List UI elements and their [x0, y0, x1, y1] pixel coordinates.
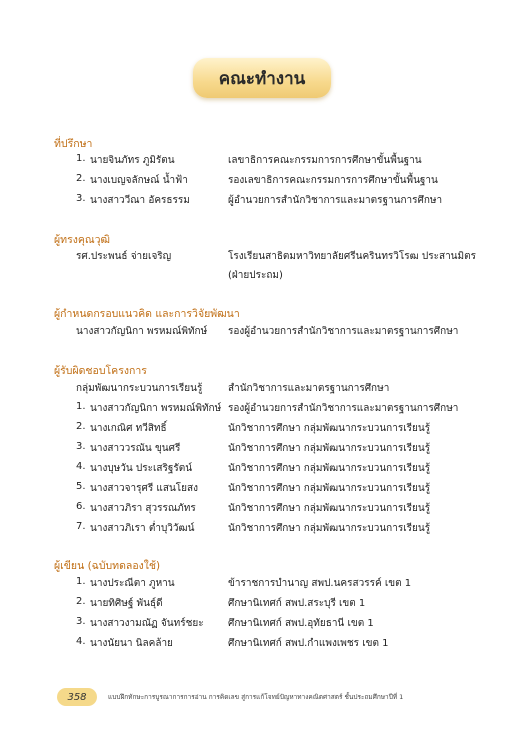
- item-number: 4.: [76, 636, 86, 647]
- item-number: 2.: [76, 173, 86, 184]
- item-number: 4.: [76, 461, 86, 472]
- list-item: [0, 441, 524, 458]
- section-heading-project: ผู้รับผิดชอบโครงการ: [54, 365, 147, 377]
- section-heading-advisors: ที่ปรึกษา: [54, 138, 93, 150]
- person-name: นางเกณิศ ทวีสิทธิ์: [90, 423, 167, 434]
- person-role: นักวิชาการศึกษา กลุ่มพัฒนากระบวนการเรียนรู้: [228, 483, 431, 494]
- item-number: 3.: [76, 616, 86, 627]
- person-name: นางบุษวัน ประเสริฐรัตน์: [90, 463, 193, 474]
- person-name: นางนัยนา นิลคล้าย: [90, 638, 173, 649]
- list-item: [0, 636, 524, 653]
- person-role: รองผู้อำนวยการสำนักวิชาการและมาตรฐานการศึกษา: [228, 326, 459, 337]
- list-item: [0, 401, 524, 418]
- page-title: คณะทำงาน: [193, 58, 331, 98]
- person-name: นายทิศิษฐ์ พันธุ์ดี: [90, 598, 163, 609]
- person-role: ศึกษานิเทศก์ สพป.กำแพงเพชร เขต 1: [228, 638, 389, 649]
- person-name: รศ.ประพนธ์ จ่ายเจริญ: [76, 251, 172, 262]
- list-item: [0, 249, 524, 266]
- item-number: 6.: [76, 501, 86, 512]
- person-name: นางสาวงามณัฏ จันทร์ชยะ: [90, 618, 204, 629]
- person-name: นางสาววรณัน ขุนศรี: [90, 443, 181, 454]
- list-item: [0, 576, 524, 593]
- footer-text: แบบฝึกทักษะการบูรณาการการอ่าน การคิดเลข สู่การแก้โจทย์ปัญหาทางคณิตศาสตร์ ชั้นประถมศึกษาปีที่ 1: [108, 693, 404, 701]
- person-role: รองผู้อำนวยการสำนักวิชาการและมาตรฐานการศึกษา: [228, 403, 459, 414]
- list-item: [0, 461, 524, 478]
- person-name: นางสาวกัญนิกา พรหมณ์พิทักษ์: [90, 403, 222, 414]
- item-number: 7.: [76, 521, 86, 532]
- group-role: สำนักวิชาการและมาตรฐานการศึกษา: [228, 383, 390, 394]
- person-role-continued: (ฝ่ายประถม): [228, 270, 283, 281]
- person-role: เลขาธิการคณะกรรมการการศึกษาขั้นพื้นฐาน: [228, 155, 422, 166]
- page-number-badge: 358: [57, 688, 97, 706]
- person-name: นางสาวกัญนิกา พรหมณ์พิทักษ์: [76, 326, 208, 337]
- person-name: นางประณีตา ภูหาน: [90, 578, 175, 589]
- person-role: ผู้อำนวยการสำนักวิชาการและมาตรฐานการศึกษา: [228, 195, 443, 206]
- person-role: นักวิชาการศึกษา กลุ่มพัฒนากระบวนการเรียนรู้: [228, 463, 431, 474]
- person-name: นางเบญจลักษณ์ น้ำฟ้า: [90, 175, 188, 186]
- list-item: [0, 193, 524, 210]
- item-number: 1.: [76, 153, 86, 164]
- person-role: โรงเรียนสาธิตมหาวิทยาลัยศรีนครินทรวิโรฒ ประสานมิตร: [228, 251, 476, 262]
- person-name: นางสาวจารุศรี แสนโยสง: [90, 483, 199, 494]
- list-item: [0, 324, 524, 341]
- group-name: กลุ่มพัฒนากระบวนการเรียนรู้: [76, 383, 203, 394]
- list-item: [0, 421, 524, 438]
- item-number: 2.: [76, 596, 86, 607]
- list-item: [0, 501, 524, 518]
- person-role: ศึกษานิเทศก์ สพป.อุทัยธานี เขต 1: [228, 618, 374, 629]
- item-number: 3.: [76, 193, 86, 204]
- section-heading-writers: ผู้เขียน (ฉบับทดลองใช้): [54, 560, 161, 572]
- list-item: [0, 616, 524, 633]
- person-role: นักวิชาการศึกษา กลุ่มพัฒนากระบวนการเรียนรู้: [228, 443, 431, 454]
- person-name: นายจินภัทร ภูมิรัตน: [90, 155, 175, 166]
- list-item: [0, 521, 524, 538]
- list-item: [0, 596, 524, 613]
- person-role: ข้าราชการบำนาญ สพป.นครสวรรค์ เขต 1: [228, 578, 412, 589]
- person-name: นางสาวภิรา สุวรรณภัทร: [90, 503, 196, 514]
- item-number: 1.: [76, 576, 86, 587]
- list-item: [0, 173, 524, 190]
- list-item: [0, 153, 524, 170]
- item-number: 5.: [76, 481, 86, 492]
- person-role: รองเลขาธิการคณะกรรมการการศึกษาขั้นพื้นฐาน: [228, 175, 438, 186]
- item-number: 2.: [76, 421, 86, 432]
- person-role: ศึกษานิเทศก์ สพป.สระบุรี เขต 1: [228, 598, 366, 609]
- item-number: 1.: [76, 401, 86, 412]
- section-heading-experts: ผู้ทรงคุณวุฒิ: [54, 234, 110, 246]
- item-number: 3.: [76, 441, 86, 452]
- person-role: นักวิชาการศึกษา กลุ่มพัฒนากระบวนการเรียนรู้: [228, 423, 431, 434]
- person-name: นางสาววีณา อัครธรรม: [90, 195, 190, 206]
- list-item: [0, 381, 524, 398]
- person-name: นางสาวภิเรา ต่ำบุวิวัฒน์: [90, 523, 195, 534]
- list-item-continuation: [0, 268, 524, 285]
- person-role: นักวิชาการศึกษา กลุ่มพัฒนากระบวนการเรียนรู้: [228, 523, 431, 534]
- section-heading-framework: ผู้กำหนดกรอบแนวคิด และการวิจัยพัฒนา: [54, 308, 240, 320]
- person-role: นักวิชาการศึกษา กลุ่มพัฒนากระบวนการเรียนรู้: [228, 503, 431, 514]
- list-item: [0, 481, 524, 498]
